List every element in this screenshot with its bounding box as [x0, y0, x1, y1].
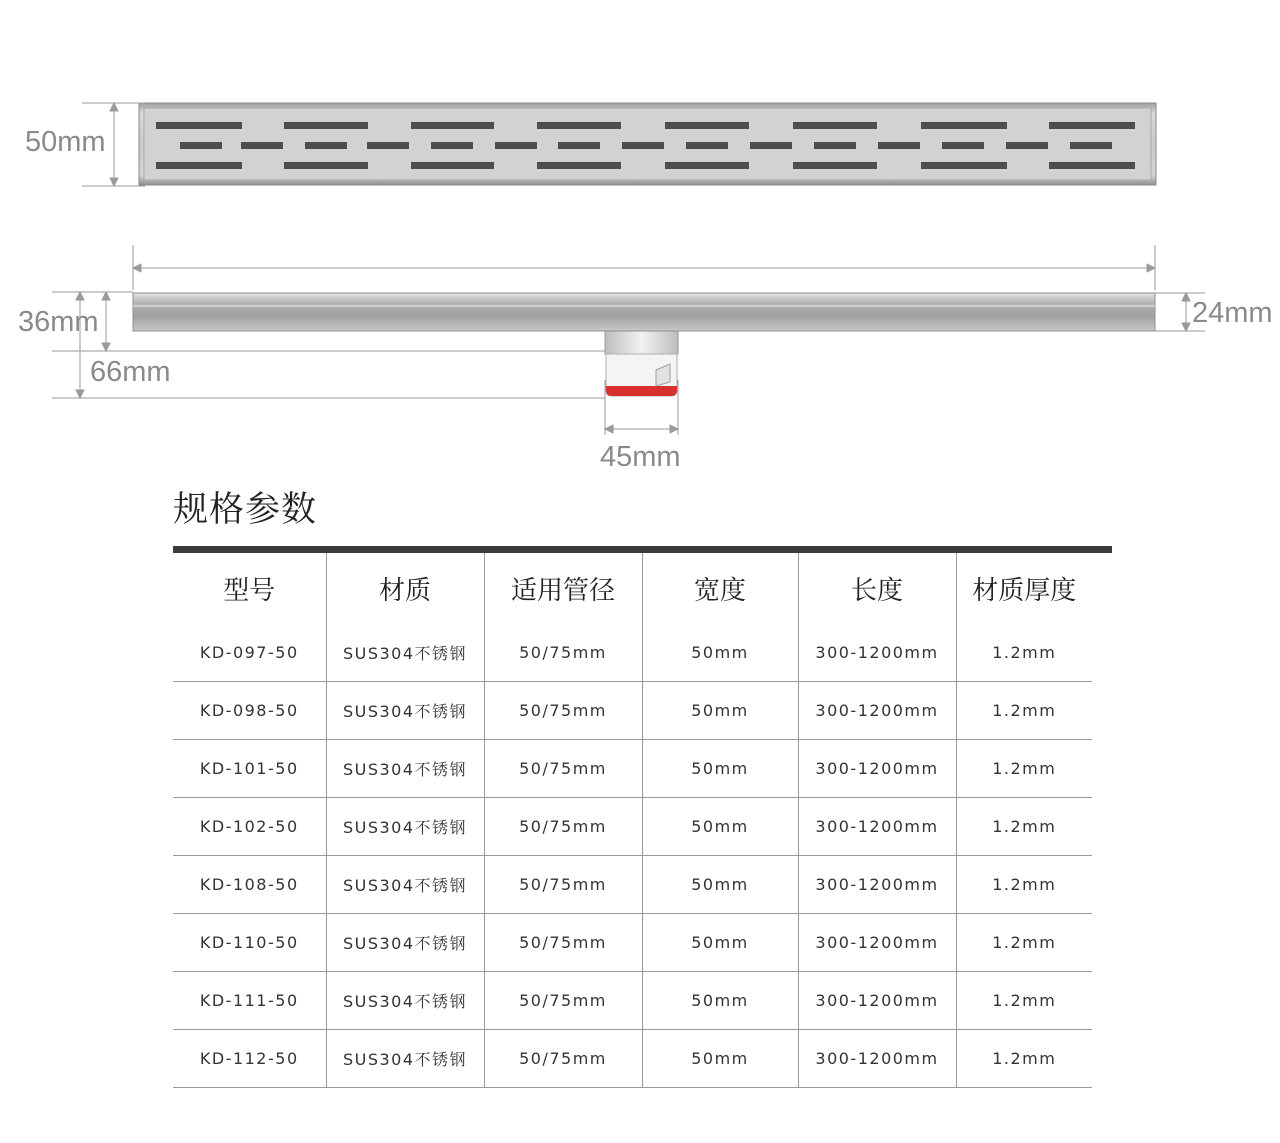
- table-row: [173, 972, 1092, 1030]
- column-header: 材质厚度: [956, 553, 1092, 623]
- outlet-width-dimension-label: 45mm: [600, 441, 681, 473]
- table-cell: 1.2mm: [956, 856, 1092, 914]
- table-cell: 50mm: [642, 1030, 798, 1088]
- table-cell: 50/75mm: [484, 798, 642, 856]
- table-cell: KD-111-50: [173, 972, 326, 1030]
- table-header-row: [173, 553, 1092, 623]
- table-cell: KD-102-50: [173, 798, 326, 856]
- table-cell: KD-101-50: [173, 740, 326, 798]
- table-cell: 300-1200mm: [798, 972, 956, 1030]
- table-row: [173, 798, 1092, 856]
- table-cell: 50mm: [642, 972, 798, 1030]
- table-cell: 50mm: [642, 682, 798, 740]
- body-height-dimension-label: 24mm: [1192, 297, 1273, 329]
- table-cell: 50/75mm: [484, 972, 642, 1030]
- table-cell: 1.2mm: [956, 972, 1092, 1030]
- column-header: 宽度: [642, 553, 798, 623]
- table-row: [173, 856, 1092, 914]
- table-cell: 300-1200mm: [798, 798, 956, 856]
- table-cell: 1.2mm: [956, 1030, 1092, 1088]
- table-row: [173, 914, 1092, 972]
- table-row: [173, 1030, 1092, 1088]
- spec-header-bar: [173, 546, 1112, 553]
- spec-title: 规格参数: [173, 490, 318, 530]
- table-cell: KD-108-50: [173, 856, 326, 914]
- table-cell: SUS304不锈钢: [326, 1030, 484, 1088]
- table-cell: 50mm: [642, 740, 798, 798]
- table-cell: KD-110-50: [173, 914, 326, 972]
- width-dimension-label: 50mm: [25, 126, 106, 158]
- table-cell: SUS304不锈钢: [326, 798, 484, 856]
- table-cell: SUS304不锈钢: [326, 914, 484, 972]
- drain-side-view: [133, 293, 1155, 396]
- table-cell: 1.2mm: [956, 623, 1092, 682]
- table-cell: 50/75mm: [484, 1030, 642, 1088]
- table-cell: SUS304不锈钢: [326, 623, 484, 682]
- table-cell: 50/75mm: [484, 682, 642, 740]
- table-cell: SUS304不锈钢: [326, 682, 484, 740]
- table-cell: 300-1200mm: [798, 914, 956, 972]
- column-header: 材质: [326, 553, 484, 623]
- outlet-height-dimension-label: 66mm: [90, 356, 171, 388]
- table-cell: 300-1200mm: [798, 1030, 956, 1088]
- table-cell: 50mm: [642, 798, 798, 856]
- table-row: [173, 682, 1092, 740]
- table-cell: KD-098-50: [173, 682, 326, 740]
- column-header: 型号: [223, 575, 276, 606]
- table-cell: 300-1200mm: [798, 856, 956, 914]
- table-cell: 50mm: [642, 856, 798, 914]
- table-row: [173, 623, 1092, 682]
- table-cell: 1.2mm: [956, 740, 1092, 798]
- table-row: [173, 740, 1092, 798]
- table-cell: 50/75mm: [484, 856, 642, 914]
- table-cell: 300-1200mm: [798, 682, 956, 740]
- table-cell: 50mm: [642, 914, 798, 972]
- table-cell: 1.2mm: [956, 798, 1092, 856]
- table-cell: 300-1200mm: [798, 740, 956, 798]
- column-header: 适用管径: [484, 553, 642, 623]
- table-cell: SUS304不锈钢: [326, 972, 484, 1030]
- column-header: 长度: [798, 553, 956, 623]
- table-cell: SUS304不锈钢: [326, 740, 484, 798]
- seal-ring: [606, 386, 677, 396]
- table-cell: 1.2mm: [956, 682, 1092, 740]
- table-cell: 50mm: [642, 623, 798, 682]
- table-cell: 300-1200mm: [798, 623, 956, 682]
- drain-top-view: [139, 103, 1156, 185]
- table-cell: 1.2mm: [956, 914, 1092, 972]
- table-cell: SUS304不锈钢: [326, 856, 484, 914]
- table-cell: 50/75mm: [484, 623, 642, 682]
- table-cell: KD-112-50: [173, 1030, 326, 1088]
- table-cell: 50/75mm: [484, 740, 642, 798]
- table-cell: KD-097-50: [173, 623, 326, 682]
- table-cell: 50/75mm: [484, 914, 642, 972]
- product-drawing: [0, 0, 1280, 480]
- spec-table: [173, 553, 1092, 1088]
- total-height-dimension-label: 36mm: [18, 306, 99, 338]
